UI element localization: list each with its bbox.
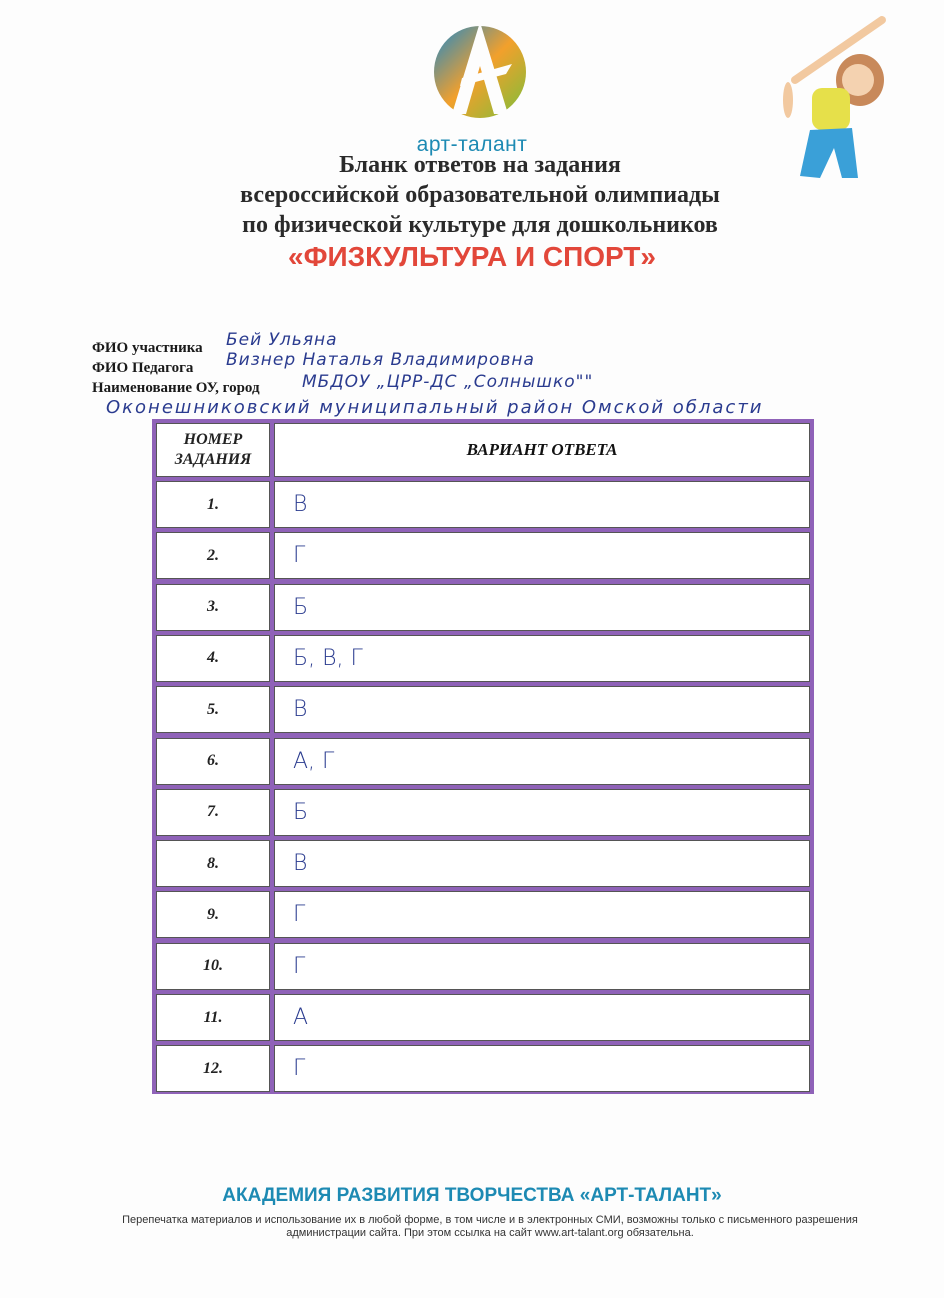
answer-text: Б <box>293 799 309 825</box>
task-number: 9. <box>156 891 270 938</box>
answer-cell <box>274 481 810 528</box>
answer-text: Г <box>293 953 306 979</box>
task-number: 6. <box>156 738 270 785</box>
answer-column-header: ВАРИАНТ ОТВЕТА <box>274 423 810 477</box>
answer-text: Б <box>293 594 309 620</box>
title-line-1: Бланк ответов на задания <box>339 152 621 178</box>
table-row <box>156 635 810 682</box>
participant-label: ФИО участника <box>92 340 203 356</box>
task-number: 5. <box>156 686 270 733</box>
number-column-header: НОМЕР ЗАДАНИЯ <box>156 423 270 477</box>
answer-cell <box>274 635 810 682</box>
answer-text: Г <box>293 902 306 928</box>
teacher-label: ФИО Педагога <box>92 360 194 376</box>
art-talant-logo <box>432 14 528 124</box>
answer-text: В <box>293 697 308 723</box>
table-row <box>156 891 810 938</box>
task-number: 2. <box>156 532 270 579</box>
answer-table <box>152 419 814 1094</box>
answer-text: В <box>293 851 308 877</box>
table-row <box>156 481 810 528</box>
page-title <box>120 150 840 240</box>
table-row <box>156 532 810 579</box>
table-row <box>156 943 810 990</box>
answer-cell <box>274 532 810 579</box>
answer-cell <box>274 943 810 990</box>
answer-cell <box>274 994 810 1041</box>
footer-title: АКАДЕМИЯ РАЗВИТИЯ ТВОРЧЕСТВА «АРТ-ТАЛАНТ» <box>222 1185 722 1206</box>
answer-text: А, Г <box>293 748 335 774</box>
table-row <box>156 789 810 836</box>
participant-value: Бей Ульяна <box>226 330 338 350</box>
teacher-value: Визнер Наталья Владимировна <box>226 350 535 370</box>
org-value: МБДОУ „ЦРР-ДС „Солнышко"" <box>302 372 594 392</box>
org-value-continued: Оконешниковский муниципальный район Омской области <box>106 397 764 418</box>
task-number: 11. <box>156 994 270 1041</box>
answer-cell <box>274 840 810 887</box>
answer-cell <box>274 738 810 785</box>
table-row <box>156 738 810 785</box>
task-number: 8. <box>156 840 270 887</box>
task-number: 10. <box>156 943 270 990</box>
olympiad-name: «ФИЗКУЛЬТУРА И СПОРТ» <box>288 241 656 272</box>
table-row <box>156 584 810 631</box>
answer-cell <box>274 584 810 631</box>
table-row <box>156 840 810 887</box>
answer-text: Б, В, Г <box>293 645 363 671</box>
answer-text: Г <box>293 1056 306 1082</box>
answer-cell <box>274 891 810 938</box>
task-number: 7. <box>156 789 270 836</box>
title-line-3: по физической культуре для дошкольников <box>242 212 718 238</box>
task-number: 3. <box>156 584 270 631</box>
task-number: 1. <box>156 481 270 528</box>
answer-text: Г <box>293 543 306 569</box>
answer-cell <box>274 1045 810 1092</box>
table-row <box>156 686 810 733</box>
task-number: 12. <box>156 1045 270 1092</box>
table-row <box>156 1045 810 1092</box>
answer-text: В <box>293 492 308 517</box>
answer-cell <box>274 686 810 733</box>
table-row <box>156 994 810 1041</box>
answer-text: А <box>293 1005 309 1030</box>
title-line-2: всероссийской образовательной олимпиады <box>240 182 720 208</box>
task-number: 4. <box>156 635 270 682</box>
table-header-row <box>156 423 810 477</box>
brand-name: арт-талант <box>416 133 528 156</box>
footer-notice: Перепечатка материалов и использование их в любой форме, в том числе и в электронных СМИ, возможны только с письменного разрешения администрации сайта. При этом ссылка на сайт www.art-talant.org обязательна. <box>122 1214 858 1239</box>
answer-cell <box>274 789 810 836</box>
org-label: Наименование ОУ, город <box>92 380 260 396</box>
